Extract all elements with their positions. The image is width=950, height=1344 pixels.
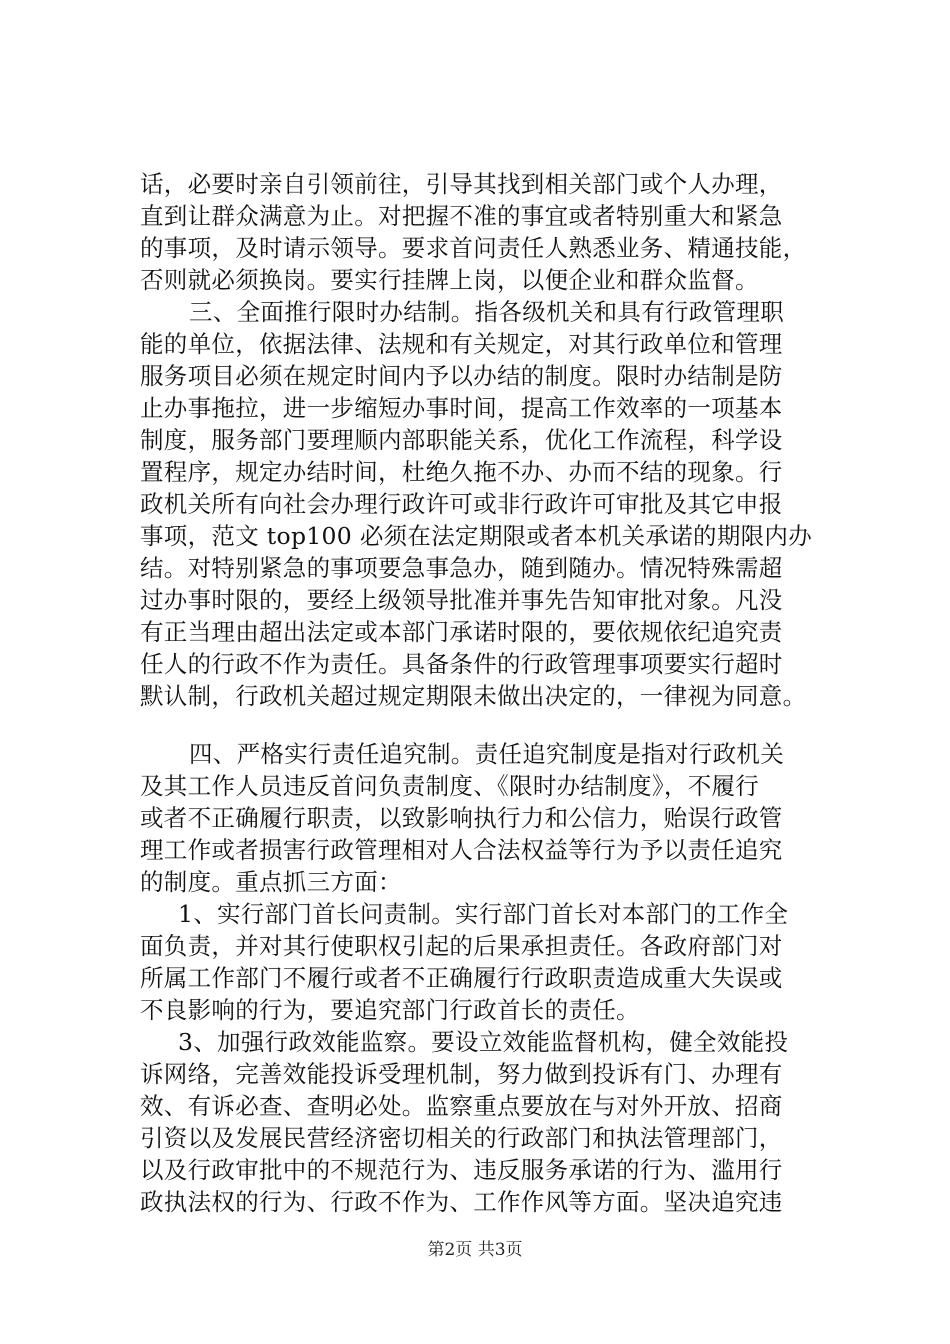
text-line: 有正当理由超出法定或本部门承诺时限的，要依规依纪追究责 [140,618,783,646]
text-line: 诉网络，完善效能投诉受理机制，努力做到投诉有门、办理有 [140,1060,783,1088]
text-line: 否则就必须换岗。要实行挂牌上岗，以便企业和群众监督。 [140,266,759,294]
text-line: 3、加强行政效能监察。要设立效能监督机构，健全效能投 [178,1028,789,1056]
text-line: 置程序，规定办结时间，杜绝久拖不办、办而不结的现象。行 [140,458,783,486]
text-line: 面负责，并对其行使职权引起的后果承担责任。各政府部门对 [140,932,783,960]
text-line: 直到让群众满意为止。对把握不准的事宜或者特别重大和紧急 [140,202,783,230]
text-line: 不良影响的行为，要追究部门行政首长的责任。 [140,996,640,1024]
text-line: 效、有诉必查、查明必处。监察重点要放在与对外开放、招商 [140,1092,783,1120]
text-line: 理工作或者损害行政管理相对人合法权益等行为予以责任追究 [140,836,783,864]
text-line: 话，必要时亲自引领前往，引导其找到相关部门或个人办理， [140,170,783,198]
text-line: 制度，服务部门要理顺内部职能关系，优化工作流程，科学设 [140,426,783,454]
text-line: 或者不正确履行职责，以致影响执行力和公信力，贻误行政管 [140,804,783,832]
text-line: 能的单位，依据法律、法规和有关规定，对其行政单位和管理 [140,330,783,358]
text-line: 止办事拖拉，进一步缩短办事时间，提高工作效率的一项基本 [140,394,783,422]
text-line: 以及行政审批中的不规范行为、违反服务承诺的行为、滥用行 [140,1156,783,1184]
text-line: 政执法权的行为、行政不作为、工作作风等方面。坚决追究违 [140,1188,783,1216]
text-line: 及其工作人员违反首问负责制度、《限时办结制度》，不履行 [140,772,760,800]
page-number-footer: 第2页 共3页 [427,1240,523,1260]
text-line: 三、全面推行限时办结制。指各级机关和具有行政管理职 [189,298,784,326]
text-line: 事项，范文 top100 必须在法定期限或者本机关承诺的期限内办 [140,522,813,550]
text-line: 1、实行部门首长问责制。实行部门首长对本部门的工作全 [178,900,789,928]
text-line: 的事项，及时请示领导。要求首问责任人熟悉业务、精通技能， [140,234,807,262]
text-line: 服务项目必须在规定时间内予以办结的制度。限时办结制是防 [140,362,783,390]
text-line: 的制度。重点抓三方面： [140,868,402,896]
text-line: 任人的行政不作为责任。具备条件的行政管理事项要实行超时 [140,650,783,678]
text-line: 过办事时限的，要经上级领导批准并事先告知审批对象。凡没 [140,586,783,614]
text-line: 引资以及发展民营经济密切相关的行政部门和执法管理部门， [140,1124,783,1152]
text-line: 四、严格实行责任追究制。责任追究制度是指对行政机关 [189,740,784,768]
text-line: 所属工作部门不履行或者不正确履行行政职责造成重大失误或 [140,964,783,992]
text-line: 结。对特别紧急的事项要急事急办，随到随办。情况特殊需超 [140,554,783,582]
text-line: 政机关所有向社会办理行政许可或非行政许可审批及其它申报 [140,490,783,518]
text-line: 默认制，行政机关超过规定期限未做出决定的，一律视为同意。 [140,682,807,710]
